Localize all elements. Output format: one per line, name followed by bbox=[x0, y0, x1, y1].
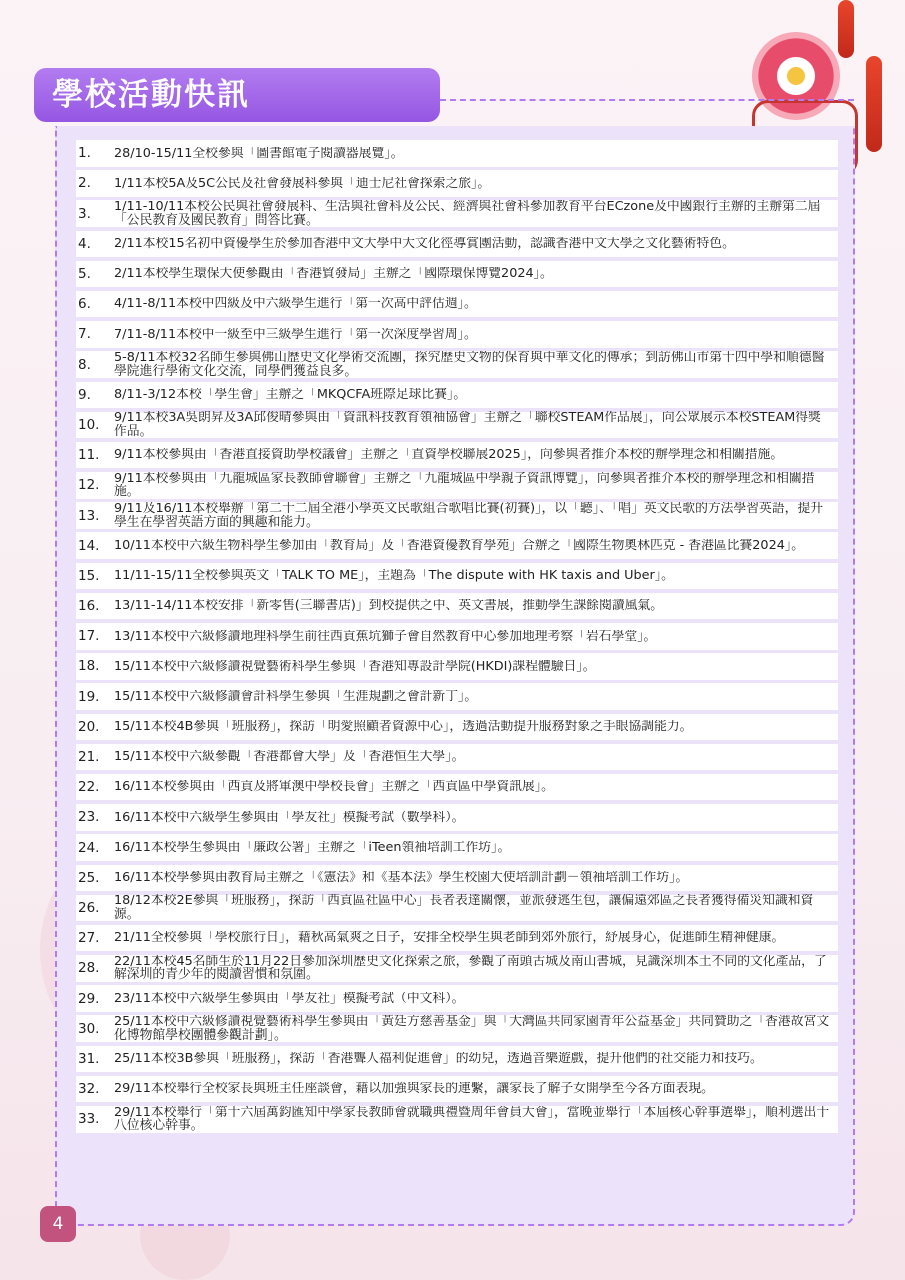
list-item bbox=[76, 1015, 838, 1042]
list-item bbox=[76, 1046, 838, 1073]
list-item bbox=[76, 653, 838, 680]
list-item bbox=[76, 382, 838, 409]
page-title: 學校活動快訊 bbox=[52, 77, 250, 113]
item-text: 1/11-10/11本校公民與社會發展科、生活與社會科及公民、經濟與社會科參加教育平台ECzone及中國銀行主辦的主辦第二屆「公民教育及國民教育」問答比賽。 bbox=[114, 200, 821, 228]
item-text: 18/12本校2E參與「班服務」，探訪「西貢區社區中心」長者表達關懷，並派發逃生包，讓偏遠郊區之長者獲得備災知識和資源。 bbox=[114, 894, 814, 922]
item-number: 17. bbox=[78, 628, 100, 645]
item-text: 9/11本校參與由「九龍城區家長教師會聯會」主辦之「九龍城區中學親子資訊博覽」，向參與者推介本校的辦學理念和相關措施。 bbox=[114, 471, 815, 499]
list-item bbox=[76, 200, 838, 227]
item-number: 27. bbox=[78, 930, 100, 947]
item-text: 15/11本校中六級修讀會計科學生參與「生涯規劃之會計新丁」。 bbox=[114, 689, 478, 704]
item-number: 16. bbox=[78, 598, 100, 615]
lantern-icon bbox=[838, 0, 854, 58]
list-item bbox=[76, 865, 838, 892]
item-text: 13/11-14/11本校安排「新零售(三聯書店)」到校提供之中、英文書展，推動學生課餘閱讀風氣。 bbox=[114, 599, 664, 613]
item-text: 16/11本校學參與由教育局主辦之「《憲法》和《基本法》學生校園大使培訓計劃－領袖培訓工作坊」。 bbox=[114, 871, 689, 885]
item-number: 5. bbox=[78, 266, 91, 282]
item-text: 16/11本校學生參與由「廉政公署」主辦之「iTeen領袖培訓工作坊」。 bbox=[114, 840, 511, 855]
item-number: 21. bbox=[78, 749, 100, 765]
list-item bbox=[76, 231, 838, 258]
list-item bbox=[76, 261, 838, 288]
item-text: 5-8/11本校32名師生參與佛山歷史文化學術交流團，探究歷史文物的保育與中華文化的傳承；到訪佛山市第十四中學和順德醫學院進行學術文化交流，同學們獲益良多。 bbox=[114, 351, 825, 379]
item-text: 21/11全校參與「學校旅行日」，藉秋高氣爽之日子，安排全校學生與老師到郊外旅行，紓展身心，促進師生精神健康。 bbox=[114, 931, 785, 945]
item-number: 4. bbox=[78, 235, 91, 252]
item-number: 24. bbox=[78, 839, 100, 856]
item-text: 25/11本校3B參與「班服務」，探訪「香港聾人福利促進會」的幼兒，透過音樂遊戲，提升他們的社交能力和技巧。 bbox=[114, 1052, 763, 1066]
item-text: 22/11本校45名師生於11月22日參加深圳歷史文化探索之旅，參觀了南頭古城及南山書城，見識深圳本土不同的文化產品，了解深圳的青少年的閱讀習慣和氛圍。 bbox=[114, 954, 827, 982]
item-number: 33. bbox=[78, 1111, 100, 1128]
item-text: 25/11本校中六級修讀視覺藝術科學生參與由「黃廷方慈善基金」與「大灣區共同家園青年公益基金」共同贊助之「香港故宮文化博物館學校團體參觀計劃」。 bbox=[114, 1015, 830, 1043]
item-text: 15/11本校中六級參觀「香港都會大學」及「香港恒生大學」。 bbox=[114, 750, 465, 764]
item-text: 10/11本校中六級生物科學生參加由「教育局」及「香港資優教育學苑」合辦之「國際生物奧林匹克 - 香港區比賽2024」。 bbox=[114, 538, 805, 553]
list-item bbox=[76, 774, 838, 801]
item-number: 31. bbox=[78, 1050, 100, 1067]
item-number: 3. bbox=[78, 205, 91, 222]
item-text: 15/11本校中六級修讀視覺藝術科學生參與「香港知專設計學院(HKDI)課程體驗日」。 bbox=[114, 659, 596, 674]
list-item bbox=[76, 925, 838, 952]
item-number: 30. bbox=[78, 1020, 100, 1037]
item-number: 19. bbox=[78, 688, 100, 705]
list-item bbox=[76, 412, 838, 439]
item-text: 16/11本校中六級學生參與由「學友社」模擬考試（數學科）。 bbox=[114, 810, 465, 825]
item-text: 8/11-3/12本校「學生會」主辦之「MKQCFA班際足球比賽」。 bbox=[114, 388, 467, 402]
item-number: 18. bbox=[78, 658, 100, 675]
item-number: 23. bbox=[78, 809, 100, 826]
section-title-tab bbox=[34, 68, 440, 122]
item-number: 15. bbox=[78, 567, 100, 584]
item-number: 2. bbox=[78, 175, 91, 192]
list-item bbox=[76, 714, 838, 741]
item-text: 9/11本校3A吳朗昇及3A邱俊晴參與由「資訊科技教育領袖協會」主辦之「聯校STEAM作品展」，向公眾展示本校STEAM得獎作品。 bbox=[114, 411, 821, 439]
item-text: 9/11及16/11本校舉辦「第二十二屆全港小學英文民歌組合歌唱比賽(初賽)」，以「聽」、「唱」英文民歌的方法學習英語，提升學生在學習英語方面的興趣和能力。 bbox=[114, 502, 824, 529]
item-text: 2/11本校學生環保大使參觀由「香港貿發局」主辦之「國際環保博覽2024」。 bbox=[114, 267, 553, 281]
list-item bbox=[76, 351, 838, 378]
list-item bbox=[76, 532, 838, 559]
item-number: 32. bbox=[78, 1081, 100, 1098]
list-item bbox=[76, 683, 838, 710]
item-text: 9/11本校參與由「香港直接資助學校議會」主辦之「直資學校聯展2025」，向參與者推介本校的辦學理念和相關措施。 bbox=[114, 448, 784, 462]
item-number: 25. bbox=[78, 869, 100, 886]
item-number: 28. bbox=[78, 960, 100, 977]
item-text: 29/11本校舉行全校家長與班主任座談會，藉以加強與家長的連繫，讓家長了解子女開學至今各方面表現。 bbox=[114, 1082, 714, 1096]
item-number: 14. bbox=[78, 537, 100, 554]
item-text: 1/11本校5A及5C公民及社會發展科參與「迪士尼社會探索之旅」。 bbox=[114, 176, 491, 191]
list-item bbox=[76, 472, 838, 499]
item-number: 13. bbox=[78, 507, 100, 524]
item-text: 11/11-15/11全校參與英文「TALK TO ME」，主題為「The dispute with HK taxis and Uber」。 bbox=[114, 569, 674, 583]
list-item bbox=[76, 170, 838, 197]
item-number: 1. bbox=[78, 145, 91, 162]
list-item bbox=[76, 593, 838, 620]
item-number: 22. bbox=[78, 779, 100, 796]
list-item bbox=[76, 744, 838, 771]
list-item bbox=[76, 1076, 838, 1103]
item-number: 10. bbox=[78, 416, 100, 433]
activity-list bbox=[76, 140, 838, 1136]
list-item bbox=[76, 140, 838, 167]
item-number: 8. bbox=[78, 356, 91, 373]
list-item bbox=[76, 985, 838, 1012]
lantern-icon bbox=[866, 56, 882, 152]
item-text: 4/11-8/11本校中四級及中六級學生進行「第一次高中評估週」。 bbox=[114, 297, 477, 311]
list-item bbox=[76, 563, 838, 590]
list-item bbox=[76, 291, 838, 318]
list-item bbox=[76, 895, 838, 922]
item-number: 7. bbox=[78, 326, 91, 343]
list-item bbox=[76, 804, 838, 831]
item-number: 9. bbox=[78, 386, 91, 403]
page-number: 4 bbox=[40, 1206, 76, 1242]
item-text: 13/11本校中六級修讀地理科學生前往西貢蕉坑獅子會自然教育中心參加地理考察「岩石學堂」。 bbox=[114, 629, 657, 643]
item-text: 16/11本校參與由「西貢及將軍澳中學校長會」主辦之「西貢區中學資訊展」。 bbox=[114, 780, 554, 794]
item-text: 23/11本校中六級學生參與由「學友社」模擬考試（中文科）。 bbox=[114, 991, 465, 1006]
item-text: 2/11本校15名初中資優學生於參加香港中文大學中大文化徑導賞團活動，認識香港中文大學之文化藝術特色。 bbox=[114, 237, 735, 251]
item-text: 7/11-8/11本校中一級至中三級學生進行「第一次深度學習周」。 bbox=[114, 327, 477, 342]
list-item bbox=[76, 1106, 838, 1133]
item-text: 15/11本校4B參與「班服務」，探訪「明愛照顧者資源中心」，透過活動提升服務對象之手眼協調能力。 bbox=[114, 720, 693, 734]
title-divider bbox=[440, 99, 854, 101]
item-number: 20. bbox=[78, 718, 100, 735]
item-number: 29. bbox=[78, 990, 100, 1007]
item-number: 6. bbox=[78, 296, 91, 313]
item-text: 28/10-15/11全校參與「圖書館電子閱讀器展覽」。 bbox=[114, 146, 404, 160]
list-item bbox=[76, 623, 838, 650]
list-item bbox=[76, 834, 838, 861]
item-number: 26. bbox=[78, 899, 100, 916]
item-text: 29/11本校舉行「第十六屆萬鈞匯知中學家長教師會就職典禮暨周年會員大會」，當晚並舉行「本屆核心幹事選舉」，順利選出十八位核心幹事。 bbox=[114, 1105, 830, 1133]
list-item bbox=[76, 502, 838, 529]
list-item bbox=[76, 955, 838, 982]
item-number: 11. bbox=[78, 447, 100, 464]
item-number: 12. bbox=[78, 477, 100, 494]
list-item bbox=[76, 442, 838, 469]
list-item bbox=[76, 321, 838, 348]
